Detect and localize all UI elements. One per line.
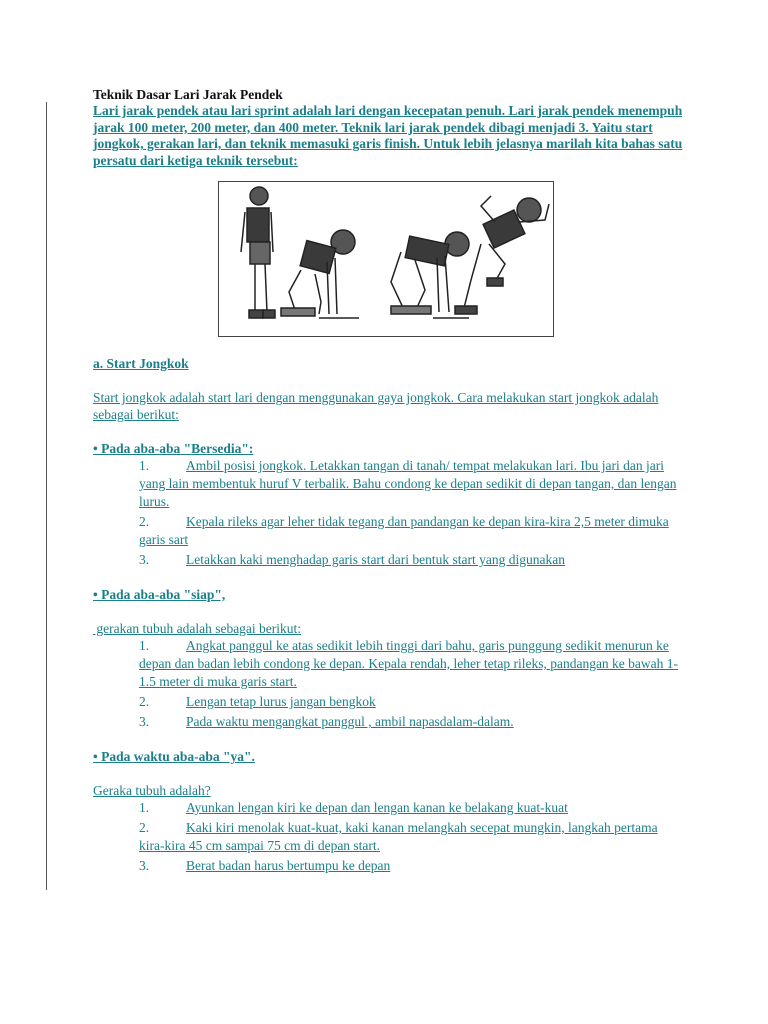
step-text: Ambil posisi jongkok. Letakkan tangan di tanah/ tempat melakukan lari. Ibu jari dan jari yang lain membentuk huruf V terbalik. Bahu condong ke depan sedikit di depan tangan, dan lengan lurus. [139, 458, 677, 509]
step-number: 1. [139, 458, 150, 473]
section-a-description[interactable]: Start jongkok adalah start lari dengan menggunakan gaya jongkok. Cara melakukan start jongkok adalah sebagai berikut: [93, 390, 659, 422]
runner-standing-figure [241, 187, 275, 318]
section-a-heading[interactable]: a. Start Jongkok [93, 356, 189, 371]
runner-set-figure [391, 232, 469, 318]
step-number: 2. [139, 514, 150, 529]
ya-heading[interactable]: • Pada waktu aba-aba "ya". [93, 749, 255, 764]
siap-heading[interactable]: • Pada aba-aba "siap", [93, 587, 226, 602]
intro-paragraph[interactable]: Lari jarak pendek atau lari sprint adalah lari dengan kecepatan penuh. Lari jarak pendek menempuh jarak 100 meter, 200 meter, dan 400 meter. Teknik lari jarak pendek dibagi menjadi 3. Yaitu start jongkok, gerakan lari, dan teknik memasuki garis finish. Untuk lebih jelasnya marilah kita bahas satu persatu dari ketiga teknik tersebut: [93, 103, 683, 168]
step-text: Letakkan kaki menghadap garis start dari bentuk start yang digunakan [186, 552, 566, 567]
list-item[interactable] [139, 513, 683, 549]
step-text: Kaki kiri menolak kuat-kuat, kaki kanan melangkah secepat mungkin, langkah pertama kira-kira 45 cm sampai 75 cm di depan start. [139, 820, 658, 853]
step-number: 1. [139, 800, 150, 815]
list-item[interactable] [139, 799, 683, 817]
list-item[interactable] [139, 457, 683, 511]
step-number: 3. [139, 552, 150, 567]
sprint-phases-drawing [219, 182, 553, 336]
step-text: Ayunkan lengan kiri ke depan dan lengan kanan ke belakang kuat-kuat [186, 800, 568, 815]
list-item[interactable] [139, 637, 683, 691]
list-item[interactable] [139, 857, 683, 875]
step-number: 1. [139, 638, 150, 653]
ya-steps [139, 799, 683, 875]
step-number: 2. [139, 694, 150, 709]
list-item[interactable] [139, 551, 683, 569]
siap-intro[interactable]: gerakan tubuh adalah sebagai berikut: [93, 621, 302, 636]
step-text: Lengan tetap lurus jangan bengkok [186, 694, 376, 709]
step-text: Pada waktu mengangkat panggul , ambil napasdalam-dalam. [186, 714, 514, 729]
margin-line [46, 102, 47, 890]
sprint-start-illustration [218, 181, 554, 337]
bersedia-heading[interactable]: • Pada aba-aba "Bersedia": [93, 441, 254, 456]
document-title: Teknik Dasar Lari Jarak Pendek [93, 87, 283, 102]
document-page [93, 86, 683, 877]
step-text: Kepala rileks agar leher tidak tegang dan pandangan ke depan kira-kira 2,5 meter dimuka garis sart [139, 514, 669, 547]
list-item[interactable] [139, 693, 683, 711]
runner-go-figure [455, 196, 549, 314]
list-item[interactable] [139, 713, 683, 731]
ya-intro[interactable]: Geraka tubuh adalah? [93, 783, 211, 798]
step-text: Berat badan harus bertumpu ke depan [186, 858, 391, 873]
bersedia-steps [139, 457, 683, 569]
step-number: 3. [139, 858, 150, 873]
list-item[interactable] [139, 819, 683, 855]
runner-crouch-figure [281, 230, 359, 318]
siap-steps [139, 637, 683, 731]
step-number: 2. [139, 820, 150, 835]
step-text: Angkat panggul ke atas sedikit lebih tinggi dari bahu, garis punggung sedikit menurun ke depan dan badan lebih condong ke depan. Kepala rendah, leher tetap rileks, pandangan ke bawah 1- 1.5 meter di muka garis start. [139, 638, 679, 689]
step-number: 3. [139, 714, 150, 729]
